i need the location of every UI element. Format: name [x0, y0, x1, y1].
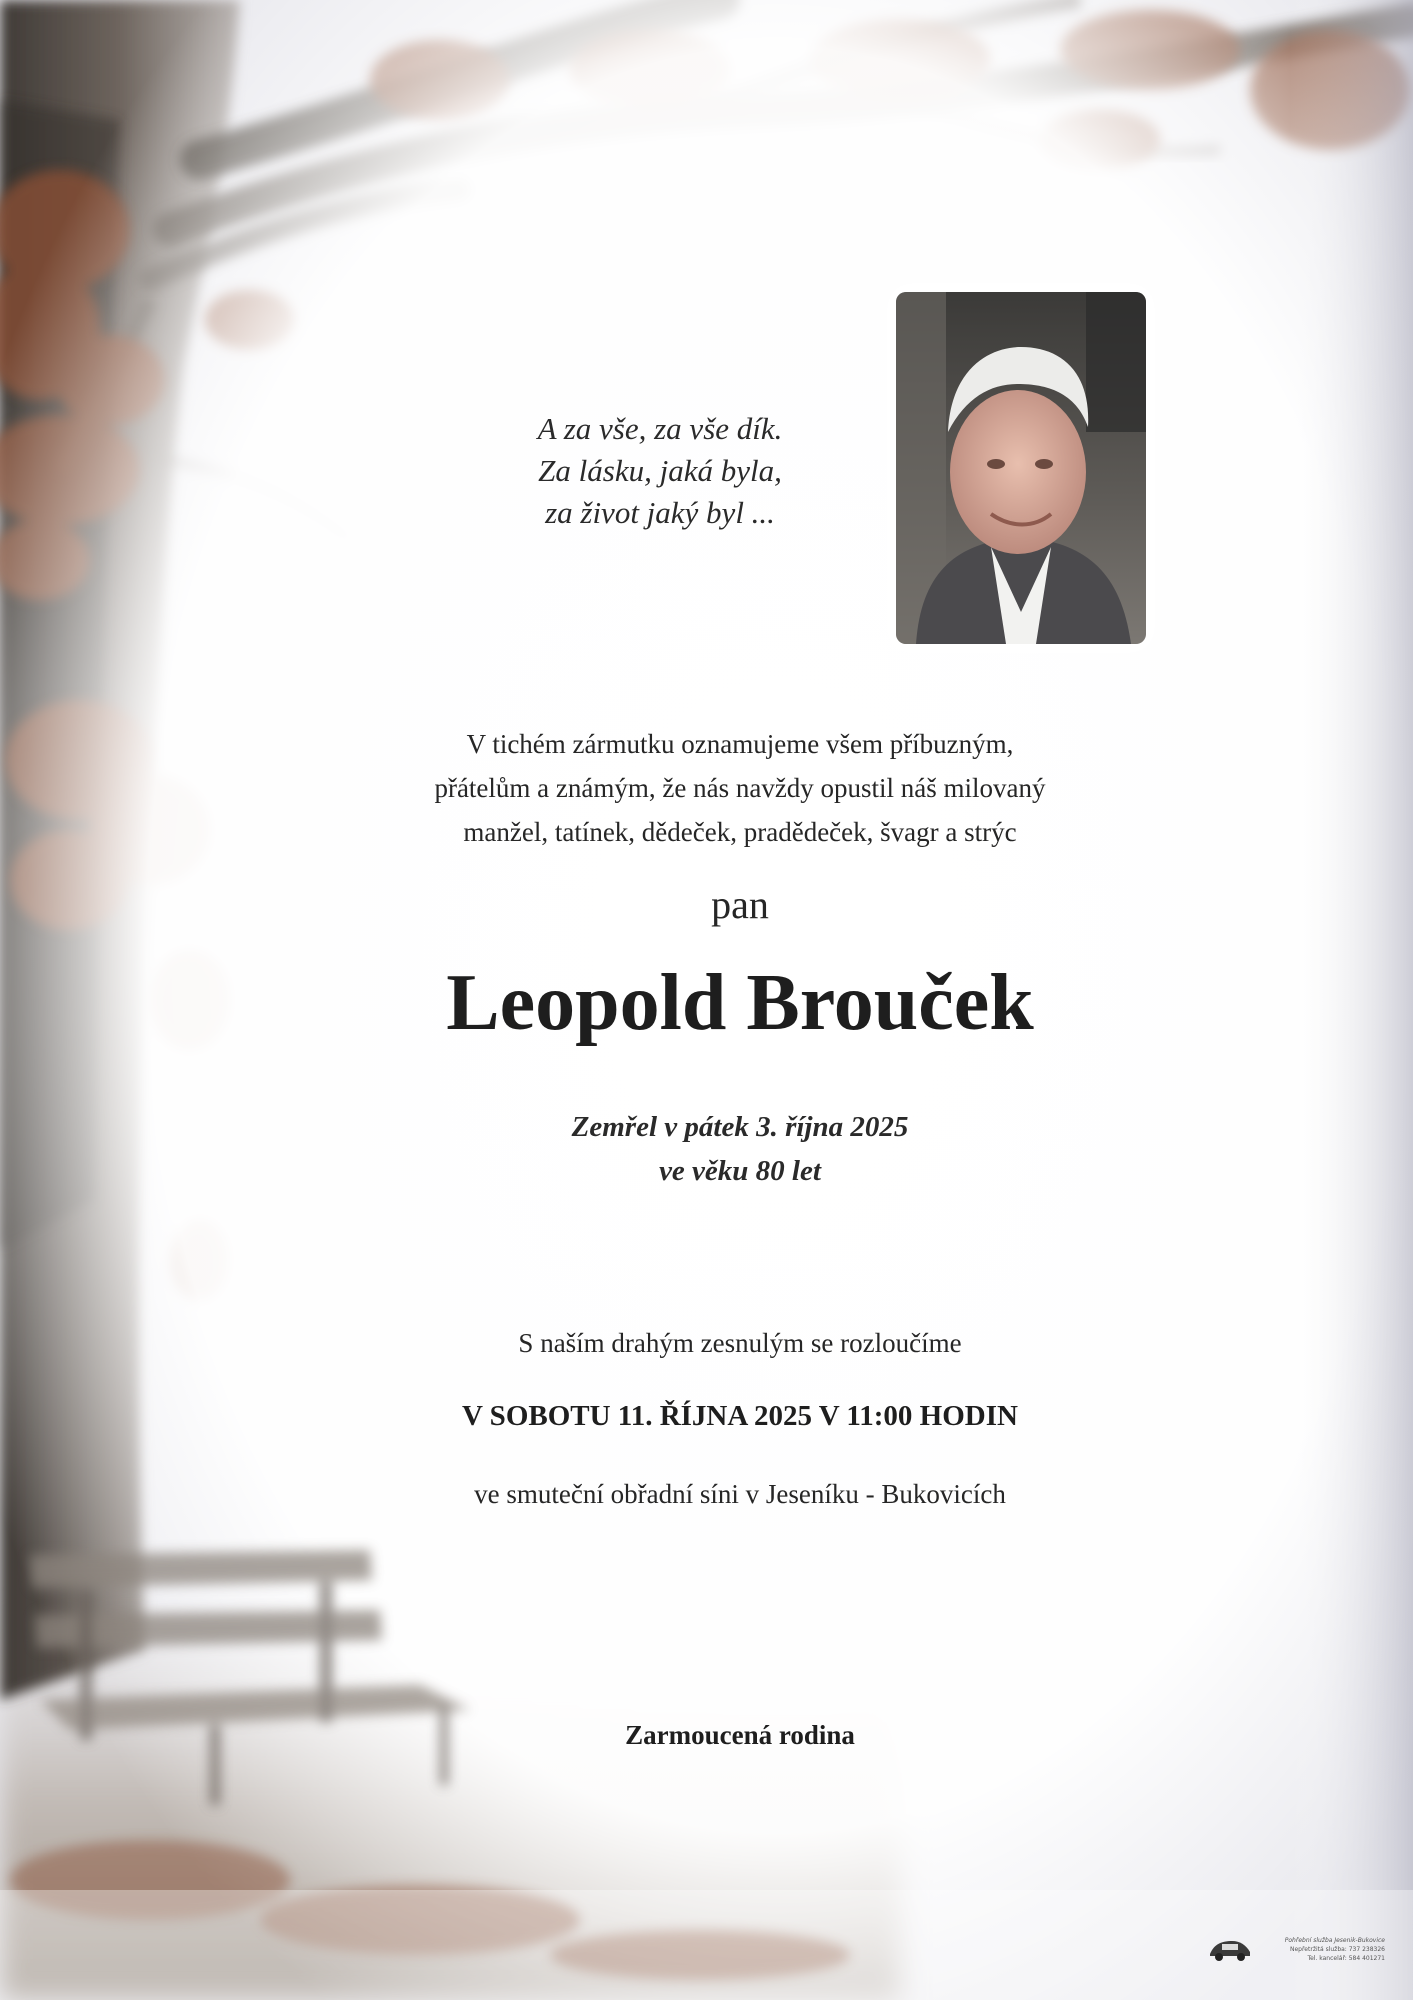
- announcement-line: přátelům a známým, že nás navždy opustil náš milovaný: [434, 773, 1046, 803]
- footer-line: Tel. kancelář: 584 401271: [1307, 1955, 1385, 1962]
- announcement-text: [340, 722, 1140, 854]
- death-info: [440, 1105, 1040, 1193]
- footer-line: Nepřetržitá služba: 737 238326: [1289, 1946, 1385, 1953]
- honorific: pan: [711, 882, 769, 927]
- announcement-line: V tichém zármutku oznamujeme všem příbuzným,: [466, 729, 1014, 759]
- portrait-photo: [896, 292, 1146, 644]
- ceremony-venue: ve smuteční obřadní síni v Jeseníku - Bukovicích: [474, 1479, 1006, 1509]
- funeral-service-contact: [1255, 1936, 1385, 1963]
- motto-line: A za vše, za vše dík.: [537, 411, 783, 446]
- funeral-service-car-logo-icon: [1208, 1934, 1252, 1964]
- portrait-icon: [896, 292, 1146, 644]
- ceremony-datetime: V SOBOTU 11. ŘÍJNA 2025 V 11:00 HODIN: [462, 1400, 1018, 1432]
- motto-line: Za lásku, jaká byla,: [538, 453, 782, 488]
- signature-family: Zarmoucená rodina: [625, 1720, 855, 1750]
- announcement-line: manžel, tatínek, dědeček, pradědeček, švagr a strýc: [463, 817, 1017, 847]
- motto-line: za život jaký byl ...: [545, 495, 775, 530]
- footer-line: Pohřební služba Jesenik-Bukovice: [1284, 1937, 1385, 1944]
- deceased-name: Leopold Brouček: [446, 959, 1034, 1047]
- motto-verse: [440, 408, 880, 534]
- age-at-death: ve věku 80 let: [659, 1155, 821, 1187]
- farewell-intro: S naším drahým zesnulým se rozloučíme: [518, 1328, 962, 1358]
- death-date: Zemřel v pátek 3. října 2025: [571, 1111, 909, 1143]
